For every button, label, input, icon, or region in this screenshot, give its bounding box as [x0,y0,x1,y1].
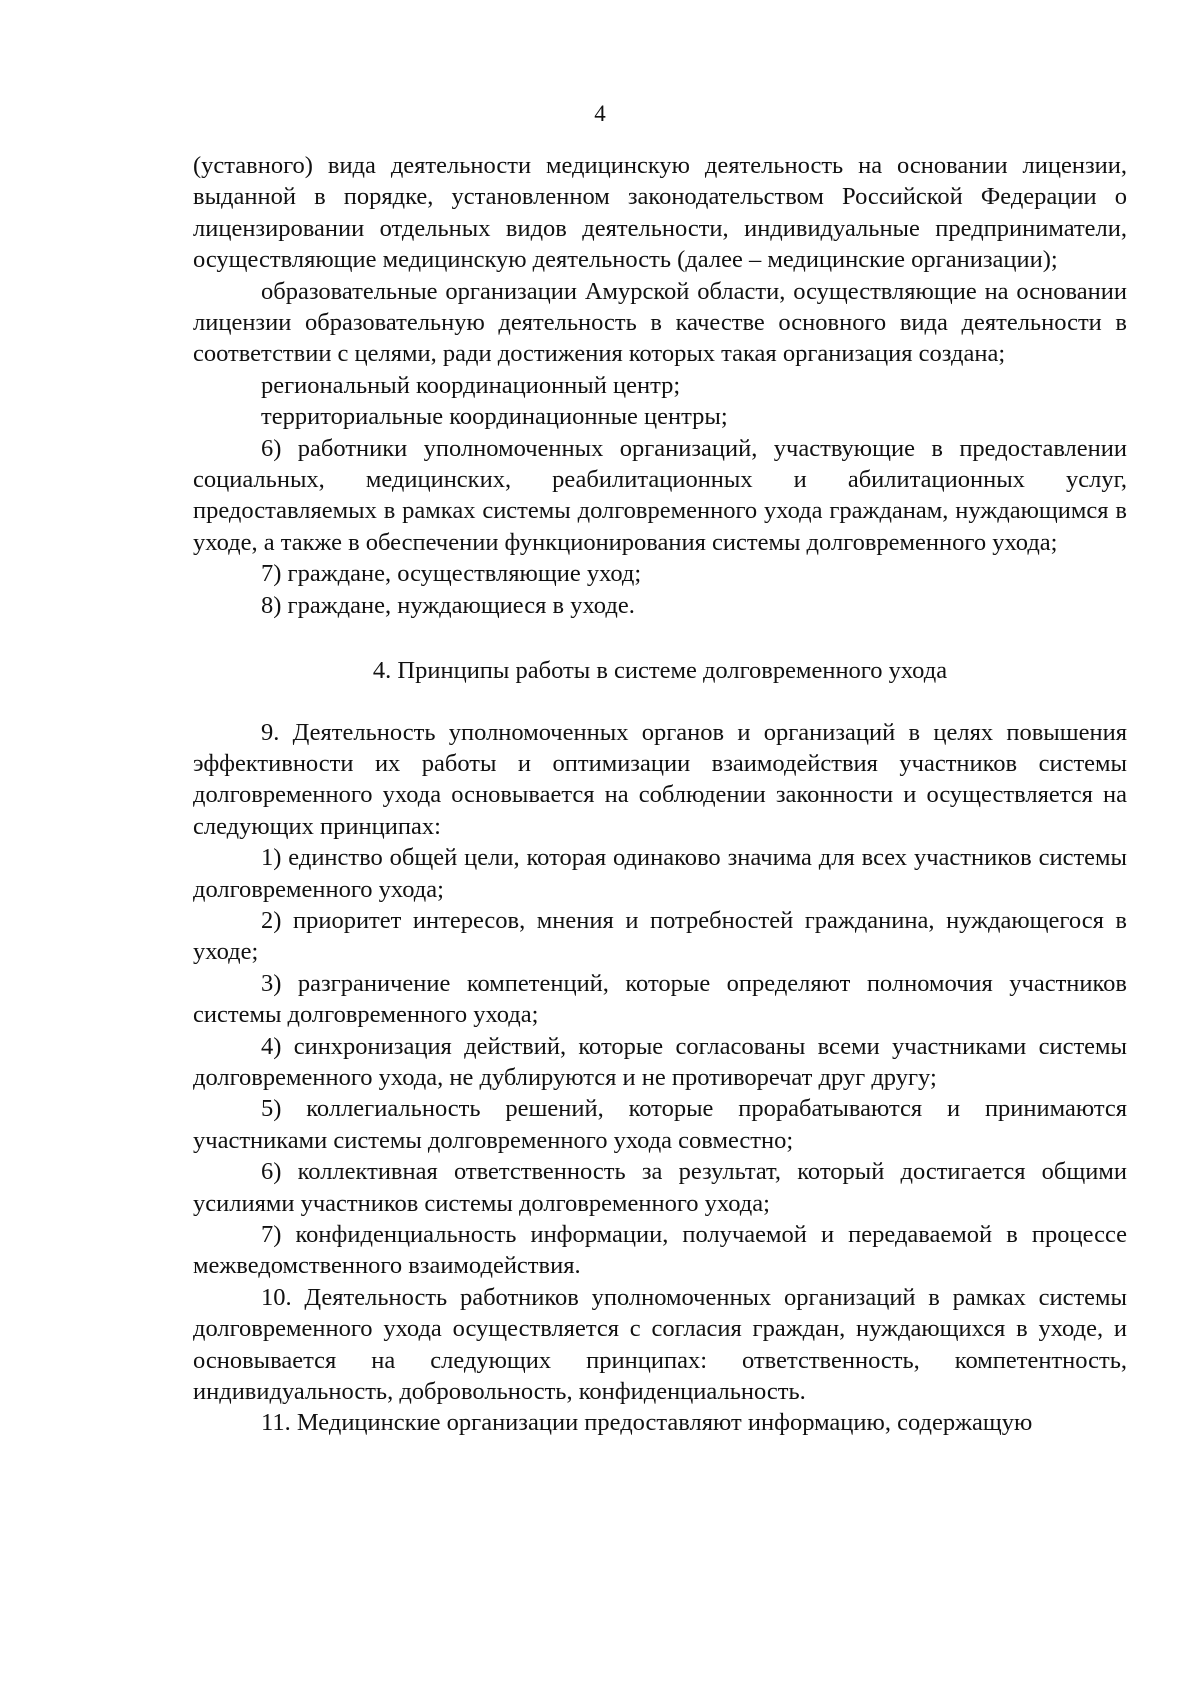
list-item-6: 6) работники уполномоченных организаций, участвующие в предоставлении социальных, медицинских, реабилитационных и абилитационных услуг, предоставляемых в рамках системы долговременного ухода гражданам, нуждающимся в уходе, а также в обеспечении функционирования системы долговременного ухода; [193,434,1127,556]
section-heading: 4. Принципы работы в системе долговременного ухода [372,657,948,685]
clause-11: 11. Медицинские организации предоставляют информацию, содержащую [261,1409,1033,1437]
principle-2: 2) приоритет интересов, мнения и потребностей гражданина, нуждающегося в уходе; [193,906,1127,966]
principle-6: 6) коллективная ответственность за результат, который достигается общими усилиями участников системы долговременного ухода; [193,1158,1127,1217]
paragraph-continuation: (уставного) вида деятельности медицинскую деятельность на основании лицензии, выданной в порядке, установленном законодательством Российской Федерации о лицензировании отдельных видов деятельности, индивидуальные предприниматели, осуществляющие медицинскую деятельность (далее – медицинские организации); [193,152,1127,274]
document-body [193,150,1127,1439]
list-item-7: 7) граждане, осуществляющие уход; [261,560,642,588]
paragraph-educational-organizations: образовательные организации Амурской области, осуществляющие на основании лицензии образовательную деятельность в качестве основного вида деятельности в соответствии с целями, ради достижения которых такая организация создана; [193,277,1127,368]
principle-4: 4) синхронизация действий, которые согласованы всеми участниками системы долговременного ухода, не дублируются и не противоречат друг другу; [193,1032,1127,1091]
principle-1: 1) единство общей цели, которая одинаково значима для всех участников системы долговременного ухода; [193,844,1127,903]
clause-9: 9. Деятельность уполномоченных органов и организаций в целях повышения эффективности их работы и оптимизации взаимодействия участников системы долговременного ухода основывается на соблюдении законности и осуществляется на следующих принципах: [193,718,1127,840]
principle-3: 3) разграничение компетенций, которые определяют полномочия участников системы долговременного ухода; [193,969,1127,1029]
clause-10: 10. Деятельность работников уполномоченных организаций в рамках системы долговременного ухода осуществляется с согласия граждан, нуждающихся в уходе, и основывается на следующих принципах: ответственность, компетентность, индивидуальность, добровольность, конфиденциальность. [193,1283,1127,1406]
paragraph-territorial-centers: территориальные координационные центры; [261,403,728,431]
principle-5: 5) коллегиальность решений, которые прорабатываются и принимаются участниками системы долговременного ухода совместно; [193,1095,1127,1154]
list-item-8: 8) граждане, нуждающиеся в уходе. [261,591,635,619]
paragraph-regional-center: региональный координационный центр; [261,371,681,399]
page-number: 4 [594,101,606,126]
principle-7: 7) конфиденциальность информации, получаемой и передаваемой в процессе межведомственного взаимодействия. [193,1221,1127,1280]
